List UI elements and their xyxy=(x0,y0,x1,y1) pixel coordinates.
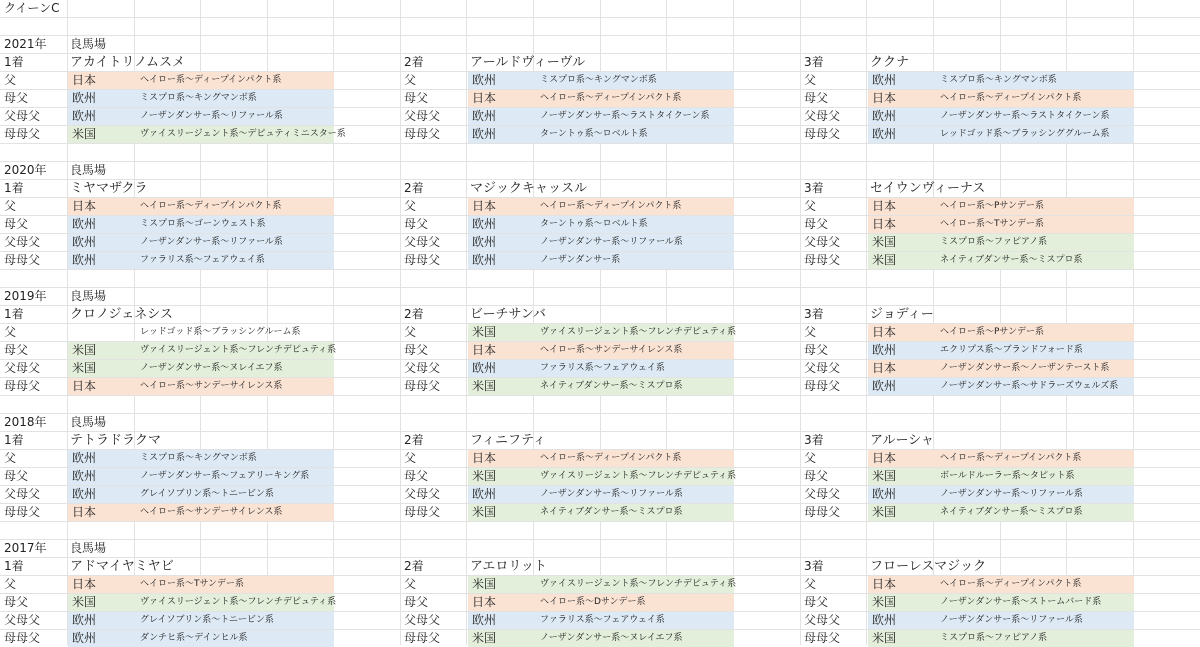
sire-line-cell[interactable]: ノーザンダンサー系～リファール系 xyxy=(140,111,283,121)
sire-line-cell[interactable]: ヘイロー系～Dサンデー系 xyxy=(540,597,646,607)
relation-label-dam-dam-sire[interactable]: 母母父 xyxy=(804,253,841,267)
horse-name[interactable]: セイウンヴィーナス xyxy=(870,181,986,196)
relation-label-dam-sire[interactable]: 母父 xyxy=(804,217,829,231)
sire-line-cell[interactable]: ノーザンダンサー系～リファール系 xyxy=(940,489,1083,499)
sire-line-cell[interactable]: ファラリス系～フェアウェイ系 xyxy=(140,255,265,265)
relation-label-dam-sire[interactable]: 母父 xyxy=(804,91,829,105)
sire-line-cell[interactable]: ヘイロー系～サンデーサイレンス系 xyxy=(140,507,283,517)
country-cell[interactable]: 欧州 xyxy=(472,361,497,375)
sire-line-cell[interactable]: ヘイロー系～ディープインパクト系 xyxy=(940,93,1082,103)
relation-label-sire[interactable]: 父 xyxy=(404,199,417,213)
relation-label-dam-dam-sire[interactable]: 母母父 xyxy=(404,127,441,141)
horse-name[interactable]: ジョディー xyxy=(870,307,934,322)
country-cell[interactable]: 日本 xyxy=(872,217,897,231)
country-cell[interactable]: 米国 xyxy=(472,325,497,339)
country-cell[interactable]: 欧州 xyxy=(472,235,497,249)
sire-line-cell[interactable]: ミスプロ系～ゴーンウェスト系 xyxy=(140,219,266,229)
country-cell[interactable]: 日本 xyxy=(872,361,897,375)
placing-label[interactable]: 2着 xyxy=(404,181,424,195)
relation-label-dam-dam-sire[interactable]: 母母父 xyxy=(804,127,841,141)
country-cell[interactable]: 米国 xyxy=(72,361,97,375)
country-cell[interactable]: 欧州 xyxy=(72,631,97,645)
horse-name[interactable]: マジックキャッスル xyxy=(470,181,588,196)
sire-line-cell[interactable]: ネイティブダンサー系～ミスプロ系 xyxy=(940,255,1083,265)
relation-label-dam-sire[interactable]: 母父 xyxy=(404,469,429,483)
sire-line-cell[interactable]: ヘイロー系～Pサンデー系 xyxy=(940,327,1044,337)
country-cell[interactable]: 米国 xyxy=(472,469,497,483)
placing-label[interactable]: 3着 xyxy=(804,55,824,69)
sire-line-cell[interactable]: ヘイロー系～Tサンデー系 xyxy=(940,219,1045,229)
sire-line-cell[interactable]: ヴァイスリージェント系～フレンチデピュティ系 xyxy=(140,597,337,607)
placing-label[interactable]: 1着 xyxy=(4,307,24,321)
placing-label[interactable]: 3着 xyxy=(804,433,824,447)
track-condition[interactable]: 良馬場 xyxy=(70,541,107,555)
sire-line-cell[interactable]: ノーザンダンサー系～ラストタイクーン系 xyxy=(940,111,1110,121)
relation-label-dam-dam-sire[interactable]: 母母父 xyxy=(804,379,841,393)
country-cell[interactable]: 欧州 xyxy=(472,253,497,267)
country-cell[interactable]: 欧州 xyxy=(472,109,497,123)
country-cell[interactable]: 欧州 xyxy=(472,613,497,627)
sire-line-cell[interactable]: ヘイロー系～ディープインパクト系 xyxy=(940,453,1082,463)
horse-name[interactable]: アエロリット xyxy=(470,559,547,574)
year-label[interactable]: 2018年 xyxy=(4,415,47,429)
relation-label-sire[interactable]: 父 xyxy=(404,451,417,465)
sire-line-cell[interactable]: ヘイロー系～ディープインパクト系 xyxy=(540,453,682,463)
relation-label-sire[interactable]: 父 xyxy=(804,451,817,465)
horse-name[interactable]: アカイトリノムスメ xyxy=(70,55,186,70)
country-cell[interactable]: 日本 xyxy=(872,577,897,591)
sire-line-cell[interactable]: ヘイロー系～ディープインパクト系 xyxy=(940,579,1082,589)
country-cell[interactable]: 欧州 xyxy=(872,127,897,141)
horse-name[interactable]: アルーシャ xyxy=(870,433,934,448)
sire-line-cell[interactable]: グレイソブリン系～トニービン系 xyxy=(140,489,274,499)
sire-line-cell[interactable]: ヘイロー系～Tサンデー系 xyxy=(140,579,245,589)
country-cell[interactable]: 日本 xyxy=(72,505,97,519)
placing-label[interactable]: 3着 xyxy=(804,181,824,195)
horse-name[interactable]: フローレスマジック xyxy=(870,559,987,574)
relation-label-dam-sire[interactable]: 母父 xyxy=(804,595,829,609)
sire-line-cell[interactable]: ノーザンダンサー系～リファール系 xyxy=(940,615,1083,625)
horse-name[interactable]: テトラドラクマ xyxy=(70,433,162,448)
sire-line-cell[interactable]: ヘイロー系～サンデーサイレンス系 xyxy=(540,345,683,355)
relation-label-sire-dam-sire[interactable]: 父母父 xyxy=(804,235,841,249)
relation-label-sire-dam-sire[interactable]: 父母父 xyxy=(4,109,41,123)
country-cell[interactable]: 欧州 xyxy=(72,469,97,483)
relation-label-dam-dam-sire[interactable]: 母母父 xyxy=(404,379,441,393)
relation-label-dam-sire[interactable]: 母父 xyxy=(4,217,29,231)
relation-label-dam-sire[interactable]: 母父 xyxy=(404,217,429,231)
relation-label-sire-dam-sire[interactable]: 父母父 xyxy=(404,109,441,123)
country-cell[interactable]: 米国 xyxy=(472,505,497,519)
relation-label-dam-dam-sire[interactable]: 母母父 xyxy=(804,505,841,519)
sire-line-cell[interactable]: ヘイロー系～ディープインパクト系 xyxy=(540,201,682,211)
country-cell[interactable]: 日本 xyxy=(872,91,897,105)
sire-line-cell[interactable]: ヘイロー系～Pサンデー系 xyxy=(940,201,1044,211)
sire-line-cell[interactable]: ノーザンダンサー系 xyxy=(540,255,621,265)
placing-label[interactable]: 3着 xyxy=(804,559,824,573)
track-condition[interactable]: 良馬場 xyxy=(70,163,107,177)
relation-label-dam-sire[interactable]: 母父 xyxy=(404,343,429,357)
sire-line-cell[interactable]: ヴァイスリージェント系～フレンチデピュティ系 xyxy=(540,327,737,337)
sire-line-cell[interactable]: ヴァイスリージェント系～フレンチデピュティ系 xyxy=(540,471,737,481)
relation-label-sire[interactable]: 父 xyxy=(404,325,417,339)
relation-label-dam-dam-sire[interactable]: 母母父 xyxy=(4,631,41,645)
relation-label-sire-dam-sire[interactable]: 父母父 xyxy=(4,487,41,501)
relation-label-sire[interactable]: 父 xyxy=(4,325,17,339)
relation-label-dam-dam-sire[interactable]: 母母父 xyxy=(404,253,441,267)
sire-line-cell[interactable]: ネイティブダンサー系～ミスプロ系 xyxy=(940,507,1083,517)
country-cell[interactable]: 米国 xyxy=(72,595,97,609)
relation-label-sire-dam-sire[interactable]: 父母父 xyxy=(404,613,441,627)
country-cell[interactable]: 欧州 xyxy=(472,217,497,231)
sire-line-cell[interactable]: ファラリス系～フェアウェイ系 xyxy=(540,615,665,625)
sire-line-cell[interactable]: ノーザンダンサー系～ストームバード系 xyxy=(940,597,1102,607)
country-cell[interactable]: 欧州 xyxy=(872,379,897,393)
relation-label-sire-dam-sire[interactable]: 父母父 xyxy=(404,235,441,249)
relation-label-sire-dam-sire[interactable]: 父母父 xyxy=(4,235,41,249)
country-cell[interactable]: 米国 xyxy=(472,631,497,645)
relation-label-dam-dam-sire[interactable]: 母母父 xyxy=(4,505,41,519)
sire-line-cell[interactable]: エクリプス系～ブランドフォード系 xyxy=(940,345,1083,355)
country-cell[interactable]: 米国 xyxy=(72,127,97,141)
sire-line-cell[interactable]: ノーザンダンサー系～ラストタイクーン系 xyxy=(540,111,710,121)
country-cell[interactable]: 日本 xyxy=(472,91,497,105)
relation-label-sire-dam-sire[interactable]: 父母父 xyxy=(804,487,841,501)
year-label[interactable]: 2019年 xyxy=(4,289,47,303)
country-cell[interactable]: 欧州 xyxy=(72,109,97,123)
track-condition[interactable]: 良馬場 xyxy=(70,289,107,303)
relation-label-sire-dam-sire[interactable]: 父母父 xyxy=(4,361,41,375)
relation-label-dam-dam-sire[interactable]: 母母父 xyxy=(4,379,41,393)
sire-line-cell[interactable]: グレイソブリン系～トニービン系 xyxy=(140,615,274,625)
relation-label-dam-sire[interactable]: 母父 xyxy=(804,469,829,483)
relation-label-dam-dam-sire[interactable]: 母母父 xyxy=(404,505,441,519)
country-cell[interactable]: 日本 xyxy=(472,595,497,609)
relation-label-sire[interactable]: 父 xyxy=(4,451,17,465)
sire-line-cell[interactable]: ターントゥ系～ロベルト系 xyxy=(540,129,648,139)
sire-line-cell[interactable]: ノーザンダンサー系～リファール系 xyxy=(540,237,683,247)
country-cell[interactable] xyxy=(70,324,134,341)
country-cell[interactable]: 日本 xyxy=(472,343,497,357)
relation-label-dam-sire[interactable]: 母父 xyxy=(4,469,29,483)
sire-line-cell[interactable]: ヴァイスリージェント系～デピュティミニスター系 xyxy=(140,129,346,139)
country-cell[interactable]: 欧州 xyxy=(72,253,97,267)
relation-label-sire-dam-sire[interactable]: 父母父 xyxy=(404,361,441,375)
sire-line-cell[interactable]: ミスプロ系～ファピアノ系 xyxy=(940,633,1048,643)
country-cell[interactable]: 欧州 xyxy=(872,613,897,627)
placing-label[interactable]: 1着 xyxy=(4,433,24,447)
country-cell[interactable]: 欧州 xyxy=(72,217,97,231)
country-cell[interactable]: 米国 xyxy=(872,253,897,267)
country-cell[interactable]: 日本 xyxy=(472,451,497,465)
placing-label[interactable]: 2着 xyxy=(404,559,424,573)
placing-label[interactable]: 1着 xyxy=(4,559,24,573)
horse-name[interactable]: アールドヴィーヴル xyxy=(470,55,586,70)
sire-line-cell[interactable]: ヘイロー系～ディープインパクト系 xyxy=(540,93,682,103)
country-cell[interactable]: 欧州 xyxy=(472,487,497,501)
country-cell[interactable]: 日本 xyxy=(72,577,97,591)
sire-line-cell[interactable]: ヘイロー系～ディープインパクト系 xyxy=(140,201,282,211)
country-cell[interactable]: 米国 xyxy=(472,379,497,393)
country-cell[interactable]: 日本 xyxy=(872,451,897,465)
sire-line-cell[interactable]: ファラリス系～フェアウェイ系 xyxy=(540,363,665,373)
country-cell[interactable]: 欧州 xyxy=(872,109,897,123)
sire-line-cell[interactable]: ミスプロ系～ファピアノ系 xyxy=(940,237,1048,247)
country-cell[interactable]: 日本 xyxy=(72,199,97,213)
horse-name[interactable]: アドマイヤミヤビ xyxy=(70,559,174,574)
country-cell[interactable]: 欧州 xyxy=(72,613,97,627)
sire-line-cell[interactable]: ノーザンダンサー系～サドラーズウェルズ系 xyxy=(940,381,1119,391)
sire-line-cell[interactable]: ノーザンダンサー系～リファール系 xyxy=(140,237,283,247)
horse-name[interactable]: フィニフティ xyxy=(470,433,546,448)
relation-label-dam-sire[interactable]: 母父 xyxy=(804,343,829,357)
relation-label-sire[interactable]: 父 xyxy=(4,73,17,87)
relation-label-sire[interactable]: 父 xyxy=(404,577,417,591)
relation-label-dam-sire[interactable]: 母父 xyxy=(4,91,29,105)
placing-label[interactable]: 2着 xyxy=(404,307,424,321)
country-cell[interactable]: 欧州 xyxy=(872,343,897,357)
track-condition[interactable]: 良馬場 xyxy=(70,37,107,51)
sire-line-cell[interactable]: ノーザンダンサー系～リファール系 xyxy=(540,489,683,499)
country-cell[interactable]: 日本 xyxy=(72,379,97,393)
placing-label[interactable]: 1着 xyxy=(4,55,24,69)
relation-label-sire-dam-sire[interactable]: 父母父 xyxy=(804,361,841,375)
relation-label-sire-dam-sire[interactable]: 父母父 xyxy=(404,487,441,501)
country-cell[interactable]: 欧州 xyxy=(72,235,97,249)
relation-label-dam-dam-sire[interactable]: 母母父 xyxy=(404,631,441,645)
country-cell[interactable]: 欧州 xyxy=(72,91,97,105)
relation-label-sire[interactable]: 父 xyxy=(4,577,17,591)
country-cell[interactable]: 日本 xyxy=(472,199,497,213)
relation-label-dam-sire[interactable]: 母父 xyxy=(404,91,429,105)
country-cell[interactable]: 欧州 xyxy=(72,487,97,501)
relation-label-sire[interactable]: 父 xyxy=(804,73,817,87)
sire-line-cell[interactable]: ネイティブダンサー系～ミスプロ系 xyxy=(540,507,683,517)
relation-label-sire[interactable]: 父 xyxy=(404,73,417,87)
horse-name[interactable]: ミヤマザクラ xyxy=(70,181,148,196)
relation-label-sire-dam-sire[interactable]: 父母父 xyxy=(804,109,841,123)
sire-line-cell[interactable]: レッドゴッド系～ブラッシンググルーム系 xyxy=(940,129,1110,139)
sire-line-cell[interactable]: ヘイロー系～サンデーサイレンス系 xyxy=(140,381,283,391)
sire-line-cell[interactable]: ミスプロ系～キングマンボ系 xyxy=(940,75,1057,85)
sire-line-cell[interactable]: ターントゥ系～ロベルト系 xyxy=(540,219,648,229)
country-cell[interactable]: 米国 xyxy=(872,505,897,519)
sire-line-cell[interactable]: ノーザンダンサー系～フェアリーキング系 xyxy=(140,471,310,481)
sire-line-cell[interactable]: ヘイロー系～ディープインパクト系 xyxy=(140,75,282,85)
relation-label-sire[interactable]: 父 xyxy=(4,199,17,213)
country-cell[interactable]: 米国 xyxy=(872,595,897,609)
country-cell[interactable]: 米国 xyxy=(872,235,897,249)
year-label[interactable]: 2021年 xyxy=(4,37,47,51)
relation-label-dam-dam-sire[interactable]: 母母父 xyxy=(4,127,41,141)
sire-line-cell[interactable]: ミスプロ系～キングマンボ系 xyxy=(540,75,657,85)
placing-label[interactable]: 1着 xyxy=(4,181,24,195)
placing-label[interactable]: 2着 xyxy=(404,55,424,69)
relation-label-dam-dam-sire[interactable]: 母母父 xyxy=(804,631,841,645)
horse-name[interactable]: ビーチサンバ xyxy=(470,307,546,322)
sire-line-cell[interactable]: レッドゴッド系～ブラッシングルーム系 xyxy=(140,327,301,337)
placing-label[interactable]: 3着 xyxy=(804,307,824,321)
sire-line-cell[interactable]: ボールドルーラー系～タピット系 xyxy=(940,471,1075,481)
relation-label-dam-sire[interactable]: 母父 xyxy=(4,595,29,609)
country-cell[interactable]: 欧州 xyxy=(872,73,897,87)
country-cell[interactable]: 欧州 xyxy=(472,127,497,141)
relation-label-sire[interactable]: 父 xyxy=(804,325,817,339)
sire-line-cell[interactable]: ダンチヒ系～デインヒル系 xyxy=(140,633,248,643)
sire-line-cell[interactable]: ネイティブダンサー系～ミスプロ系 xyxy=(540,381,683,391)
country-cell[interactable]: 欧州 xyxy=(872,487,897,501)
relation-label-dam-sire[interactable]: 母父 xyxy=(404,595,429,609)
track-condition[interactable]: 良馬場 xyxy=(70,415,107,429)
relation-label-sire-dam-sire[interactable]: 父母父 xyxy=(4,613,41,627)
placing-label[interactable]: 2着 xyxy=(404,433,424,447)
sire-line-cell[interactable]: ミスプロ系～キングマンボ系 xyxy=(140,93,257,103)
country-cell[interactable]: 米国 xyxy=(872,631,897,645)
country-cell[interactable]: 日本 xyxy=(872,325,897,339)
sire-line-cell[interactable]: ノーザンダンサー系～ヌレイエフ系 xyxy=(140,363,283,373)
country-cell[interactable]: 欧州 xyxy=(72,451,97,465)
relation-label-dam-dam-sire[interactable]: 母母父 xyxy=(4,253,41,267)
country-cell[interactable]: 米国 xyxy=(72,343,97,357)
sheet-title[interactable]: クイーンC xyxy=(4,1,60,15)
year-label[interactable]: 2020年 xyxy=(4,163,47,177)
sire-line-cell[interactable]: ヴァイスリージェント系～フレンチデピュティ系 xyxy=(140,345,337,355)
relation-label-sire[interactable]: 父 xyxy=(804,199,817,213)
sire-line-cell[interactable]: ノーザンダンサー系～ヌレイエフ系 xyxy=(540,633,683,643)
horse-name[interactable]: クロノジェネシス xyxy=(70,307,173,322)
country-cell[interactable]: 日本 xyxy=(872,199,897,213)
sire-line-cell[interactable]: ヴァイスリージェント系～フレンチデピュティ系 xyxy=(540,579,737,589)
relation-label-sire-dam-sire[interactable]: 父母父 xyxy=(804,613,841,627)
year-label[interactable]: 2017年 xyxy=(4,541,47,555)
sire-line-cell[interactable]: ノーザンダンサー系～ノーザンテースト系 xyxy=(940,363,1110,373)
country-cell[interactable]: 米国 xyxy=(472,577,497,591)
relation-label-dam-sire[interactable]: 母父 xyxy=(4,343,29,357)
horse-name[interactable]: ククナ xyxy=(870,55,910,70)
relation-label-sire[interactable]: 父 xyxy=(804,577,817,591)
sire-line-cell[interactable]: ミスプロ系～キングマンボ系 xyxy=(140,453,257,463)
country-cell[interactable]: 米国 xyxy=(872,469,897,483)
country-cell[interactable]: 日本 xyxy=(72,73,97,87)
country-cell[interactable]: 欧州 xyxy=(472,73,497,87)
